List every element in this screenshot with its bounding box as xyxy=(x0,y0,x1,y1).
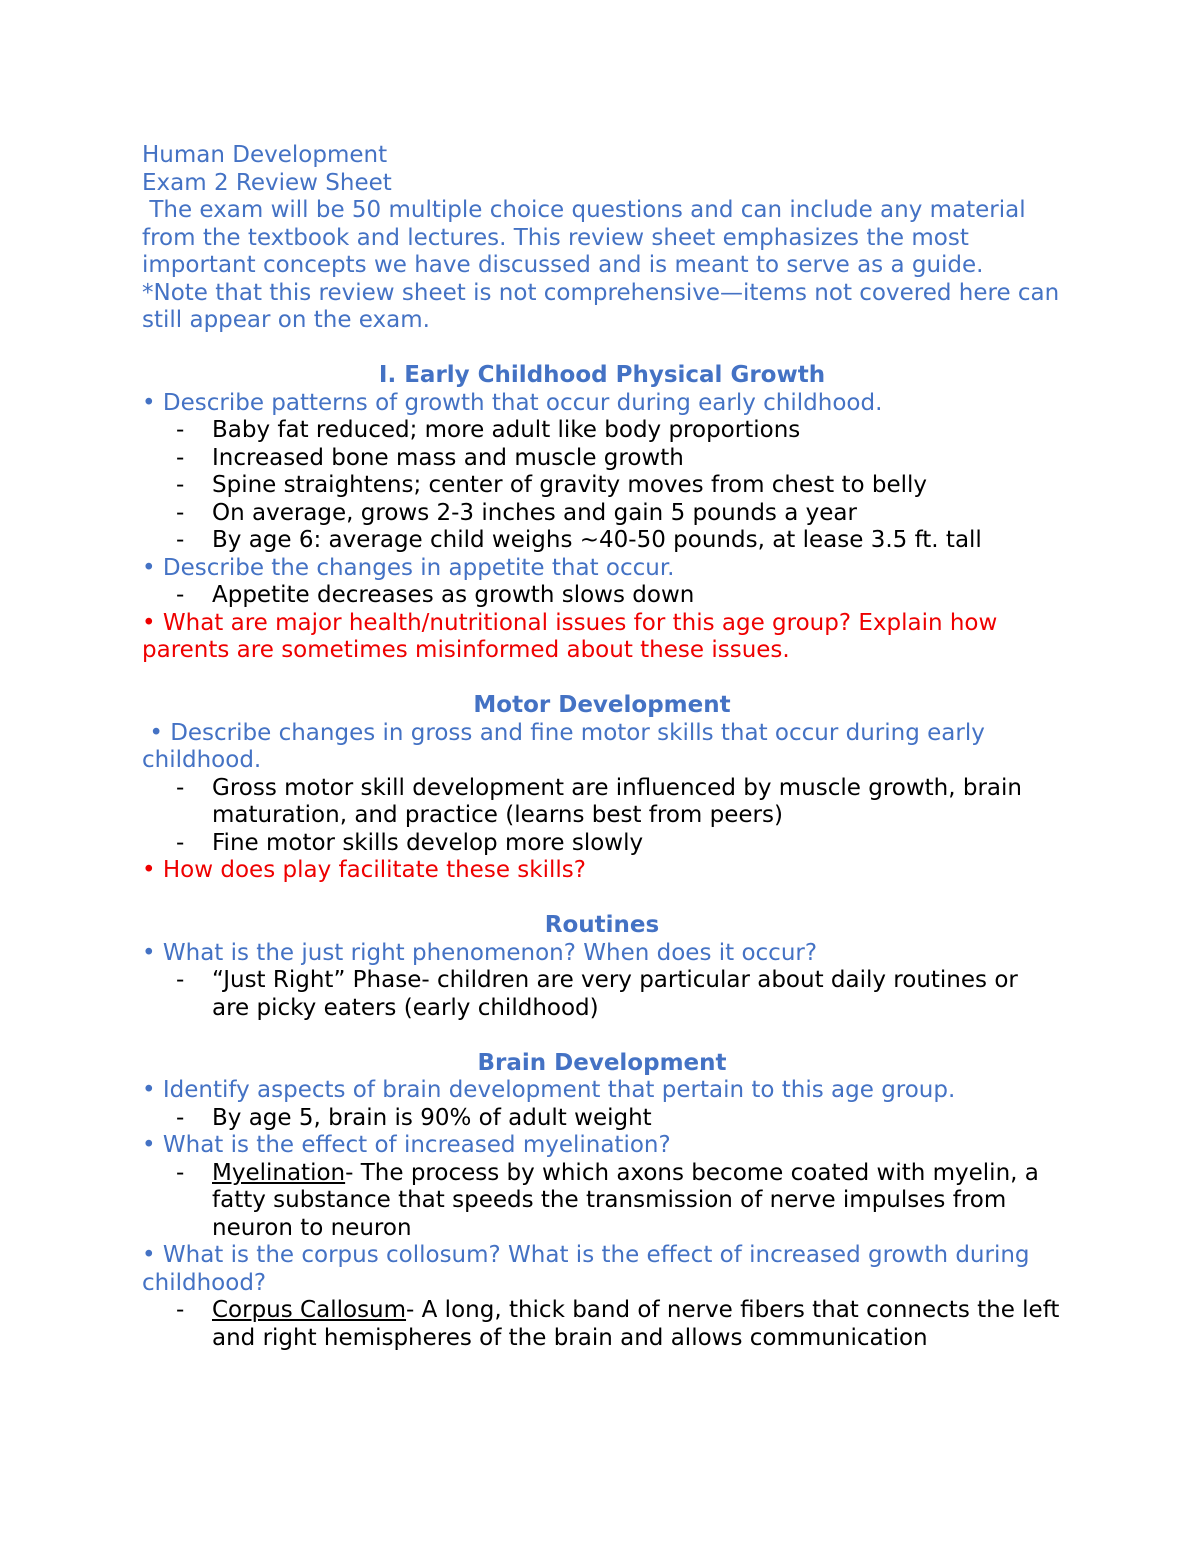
section-spacer xyxy=(142,335,1062,363)
answer-item: - Spine straightens; center of gravity moves from chest to belly xyxy=(212,472,1062,500)
defined-term: Myelination xyxy=(212,1159,346,1186)
section-heading: Routines xyxy=(544,912,660,938)
answer-item: - Fine motor skills develop more slowly xyxy=(212,830,1062,858)
answer-list xyxy=(142,1160,1062,1243)
document-page xyxy=(142,142,1062,1352)
review-question: • Describe the changes in appetite that occur. xyxy=(142,554,675,581)
section-spacer xyxy=(142,1022,1062,1050)
defined-term: Corpus Callosum xyxy=(212,1297,407,1323)
answer-item: - On average, grows 2-3 inches and gain 5 pounds a year xyxy=(212,500,1062,528)
definition-item xyxy=(212,1297,1062,1352)
answer-list xyxy=(142,967,1062,1022)
review-question: • How does play facilitate these skills? xyxy=(142,857,586,883)
answer-item: - Increased bone mass and muscle growth xyxy=(212,445,1062,473)
term-definition: - A long, thick band of nerve fibers that connects the left and right hemispheres of the brain and allows communication xyxy=(212,1297,1060,1351)
section-heading: Brain Development xyxy=(477,1049,727,1076)
note-paragraph: *Note that this review sheet is not comprehensive—items not covered here can still appear on the exam. xyxy=(142,279,1060,333)
course-title: Human Development xyxy=(142,142,388,168)
section-spacer xyxy=(142,885,1062,913)
answer-item: - “Just Right” Phase- children are very particular about daily routines or are picky eaters (early childhood) xyxy=(212,967,1062,1022)
answer-item: - Gross motor skill development are influenced by muscle growth, brain maturation, and practice (learns best from peers) xyxy=(212,775,1062,830)
answer-list xyxy=(142,1297,1062,1352)
review-question: • Identify aspects of brain development that pertain to this age group. xyxy=(142,1077,956,1103)
answer-item: - By age 6: average child weighs ~40-50 pounds, at lease 3.5 ft. tall xyxy=(212,527,1062,555)
answer-list xyxy=(142,582,1062,610)
answer-list xyxy=(142,1105,1062,1133)
answer-item: - Baby fat reduced; more adult like body proportions xyxy=(212,417,1062,445)
review-question: • What is the just right phenomenon? When does it occur? xyxy=(142,939,818,966)
answer-item: - By age 5, brain is 90% of adult weight xyxy=(212,1105,1062,1133)
review-question: • Describe patterns of growth that occur during early childhood. xyxy=(142,389,883,416)
answer-list xyxy=(142,417,1062,555)
answer-list xyxy=(142,775,1062,858)
review-sections xyxy=(142,335,1062,1353)
intro-paragraph: The exam will be 50 multiple choice questions and can include any material from the textbook and lectures. This review sheet emphasizes the most important concepts we have discussed and is meant to serve as a guide. xyxy=(142,197,1033,278)
answer-item: - Appetite decreases as growth slows down xyxy=(212,582,1062,610)
term-definition: - The process by which axons become coated with myelin, a fatty substance that speeds the transmission of nerve impulses from neuron to neuron xyxy=(212,1159,1039,1241)
review-question: • Describe changes in gross and fine motor skills that occur during early childhood. xyxy=(142,719,993,773)
document-header xyxy=(142,142,1062,335)
section-spacer xyxy=(142,665,1062,693)
review-question: • What is the effect of increased myelination? xyxy=(142,1132,671,1158)
sheet-title: Exam 2 Review Sheet xyxy=(142,169,392,196)
definition-item xyxy=(212,1160,1062,1243)
section-heading: Motor Development xyxy=(473,692,731,718)
review-question: • What is the corpus collosum? What is the effect of increased growth during childhood? xyxy=(142,1242,1037,1296)
section-heading: I. Early Childhood Physical Growth xyxy=(378,362,826,388)
review-question: • What are major health/nutritional issues for this age group? Explain how parents are sometimes misinformed about these issues. xyxy=(142,609,1005,663)
